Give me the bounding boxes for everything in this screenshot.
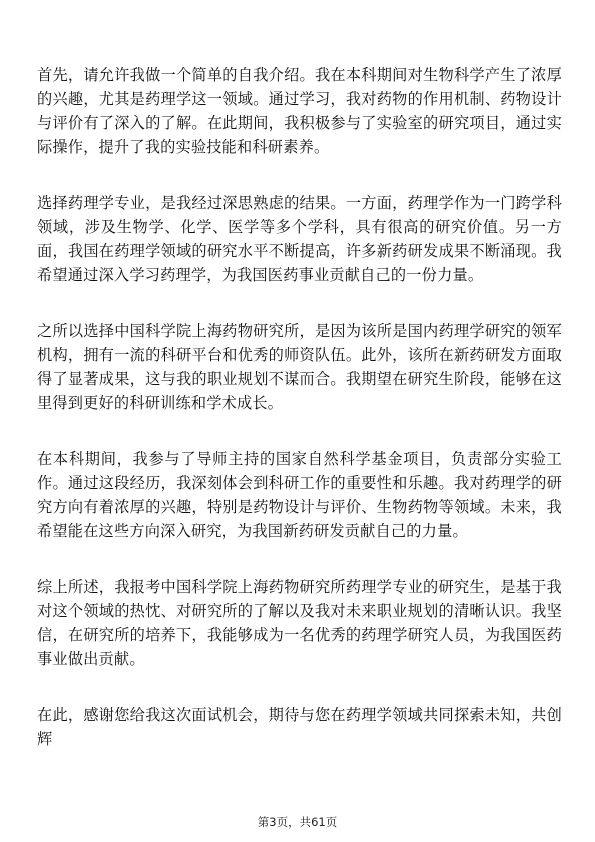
page-number: 第3页，共61页 (257, 815, 338, 829)
paragraph-self-introduction: 首先，请允许我做一个简单的自我介绍。我在本科期间对生物科学产生了浓厚的兴趣，尤其是药理学这一领域。通过学习，我对药物的作用机制、药物设计与评价有了深入的了解。在此期间，我积极参与了实验室的研究项目，通过实际操作，提升了我的实验技能和科研素养。 (37, 66, 562, 156)
paragraph-institute-choice: 之所以选择中国科学院上海药物研究所，是因为该所是国内药理学研究的领军机构，拥有一流的科研平台和优秀的师资队伍。此外，该所在新药研发方面取得了显著成果，这与我的职业规划不谋而合。我期望在研究生阶段，能够在这里得到更好的科研训练和学术成长。 (37, 322, 562, 412)
paragraph-major-choice: 选择药理学专业，是我经过深思熟虑的结果。一方面，药理学作为一门跨学科领域，涉及生物学、化学、医学等多个学科，具有很高的研究价值。另一方面，我国在药理学领域的研究水平不断提高，许多新药研发成果不断涌现。我希望通过深入学习药理学，为我国医药事业贡献自己的一份力量。 (37, 194, 562, 284)
paragraph-summary: 综上所述，我报考中国科学院上海药物研究所药理学专业的研究生，是基于我对这个领域的热忱、对研究所的了解以及我对未来职业规划的清晰认识。我坚信，在研究所的培养下，我能够成为一名优秀的药理学研究人员，为我国医药事业做出贡献。 (37, 578, 562, 668)
paragraph-thanks: 在此，感谢您给我这次面试机会，期待与您在药理学领域共同探索未知，共创辉 (37, 706, 562, 748)
document-body (37, 63, 562, 783)
paragraph-research-experience: 在本科期间，我参与了导师主持的国家自然科学基金项目，负责部分实验工作。通过这段经历，我深刻体会到科研工作的重要性和乐趣。我对药理学的研究方向有着浓厚的兴趣，特别是药物设计与评价、生物药物等领域。未来，我希望能在这些方向深入研究，为我国新药研发贡献自己的力量。 (37, 450, 562, 540)
